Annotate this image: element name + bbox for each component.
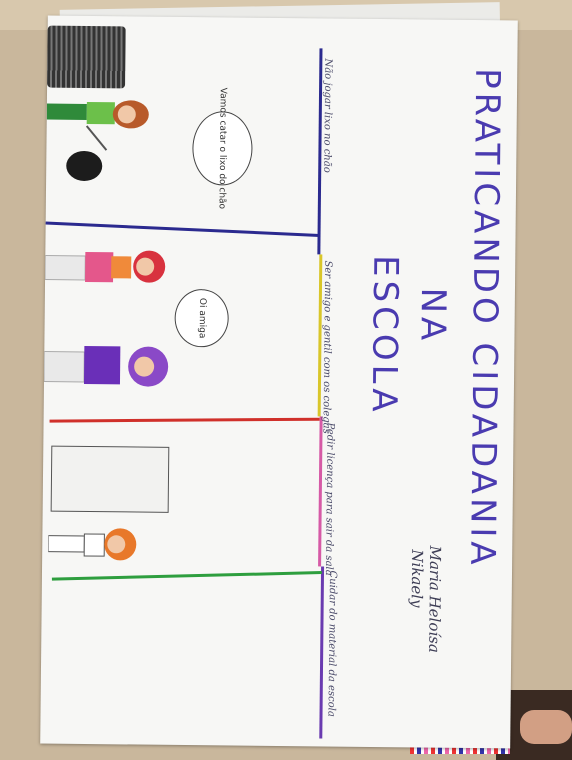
section-line-blue — [46, 222, 320, 237]
caption-4: Cuidar do material da escola — [325, 570, 339, 717]
poster-title-line-2: NA — [412, 287, 453, 345]
door-drawing — [51, 446, 170, 513]
section-line-red — [50, 418, 320, 423]
poster-title-line-3: ESCOLA — [363, 254, 406, 416]
divider-line-3 — [318, 416, 323, 566]
caption-1: Não jogar lixo no chão — [321, 58, 334, 173]
speech-bubble-2-text: Oi amiga — [196, 297, 207, 339]
girls-drawing-2 — [44, 242, 186, 403]
section-line-green — [52, 571, 322, 581]
caption-2: Ser amigo e gentil com os colegas — [320, 260, 334, 434]
poster — [40, 16, 518, 749]
caption-3: Pedir licença para sair da sala — [322, 422, 336, 576]
person-foot — [520, 710, 572, 744]
girl-drawing-1 — [46, 94, 157, 205]
speech-bubble-1-text: Vamos catar o lixo do chão — [216, 87, 229, 210]
trash-bin-drawing — [47, 26, 126, 89]
poster-title-line-1: PRATICANDO CIDADANIA — [462, 67, 508, 569]
divider-line-4 — [319, 566, 324, 738]
author-name-1: Maria Heloísa — [425, 545, 445, 653]
speech-bubble-1 — [192, 87, 253, 210]
speech-bubble-2 — [174, 289, 229, 348]
girl-drawing-3 — [48, 522, 138, 569]
author-name-2: Nikaely — [407, 549, 427, 608]
